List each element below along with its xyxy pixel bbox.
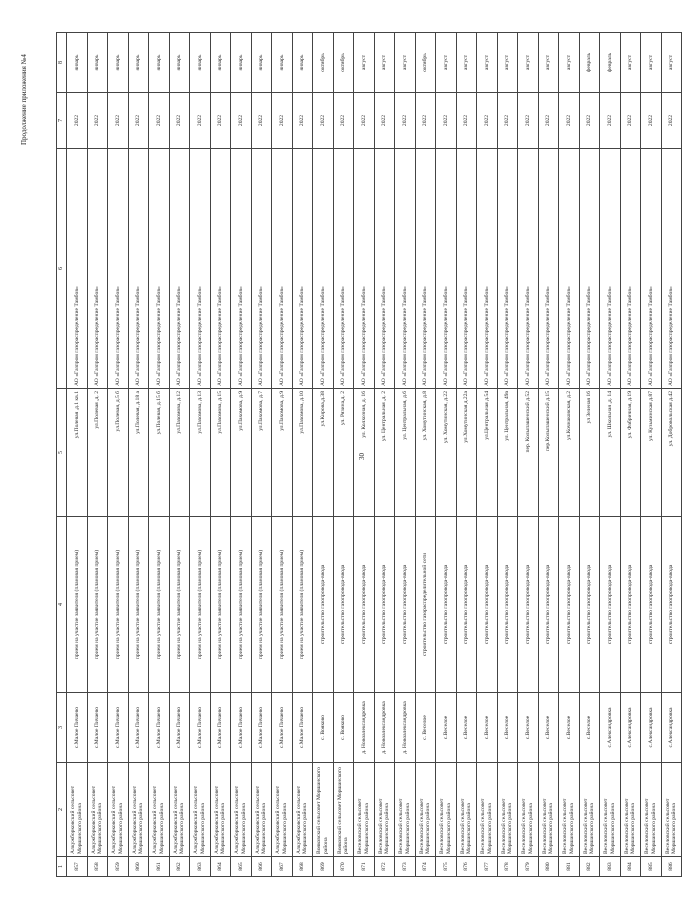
- cell-org: АО «Газпром газораспределение Тамбов»: [600, 149, 621, 389]
- cell-reason: прием на участие заявителя (плановая прием): [251, 517, 272, 693]
- cell-reason: строительство газопровода-ввода: [579, 517, 600, 693]
- cell-reason: строительство газопровода-ввода: [600, 517, 621, 693]
- cell-org: АО «Газпром газораспределение Тамбов»: [354, 149, 375, 389]
- cell-org: АО «Газпром газораспределение Тамбов»: [641, 149, 662, 389]
- cell-address: ул.Полевая, д.5 б: [108, 389, 129, 517]
- table-row: [436, 33, 457, 877]
- cell-settlement: Веселовский сельсовет Моршанского района: [641, 763, 662, 857]
- cell-year: 2022: [231, 93, 252, 149]
- cell-num: 881: [559, 857, 580, 877]
- cell-month: август: [641, 33, 662, 93]
- cell-settlement: Алкужборковский сельсовет Моршанского района: [67, 763, 88, 857]
- cell-num: 886: [661, 857, 682, 877]
- cell-settlement: Алкужборковский сельсовет Моршанского района: [190, 763, 211, 857]
- cell-year: 2022: [641, 93, 662, 149]
- cell-month: август: [497, 33, 518, 93]
- cell-year: 2022: [128, 93, 149, 149]
- cell-year: 2022: [600, 93, 621, 149]
- cell-reason: строительство газопровода-ввода: [518, 517, 539, 693]
- cell-address: ул. Центральная, 49а: [497, 389, 518, 517]
- appendix-title: Продолжение приложения №4: [20, 54, 28, 145]
- cell-num: 874: [415, 857, 436, 877]
- cell-reason: прием на участие заявителя (плановая прием): [87, 517, 108, 693]
- cell-address: пер. Колыпашенский д.52: [518, 389, 539, 517]
- cell-org: АО «Газпром газораспределение Тамбов»: [108, 149, 129, 389]
- cell-address: ул. Фабричная, д.19: [620, 389, 641, 517]
- cell-num: 868: [292, 857, 313, 877]
- table-row: [190, 33, 211, 877]
- cell-place: с.Малое Пичаево: [251, 693, 272, 763]
- cell-org: АО «Газпром газораспределение Тамбов»: [128, 149, 149, 389]
- cell-settlement: Алкужборковский сельсовет Моршанского района: [231, 763, 252, 857]
- cell-reason: строительство газопровода-ввода: [538, 517, 559, 693]
- cell-place: с.Александровка: [641, 693, 662, 763]
- table-row: [538, 33, 559, 877]
- cell-year: 2022: [292, 93, 313, 149]
- cell-num: 858: [87, 857, 108, 877]
- cell-place: с.Малое Пичаево: [190, 693, 211, 763]
- cell-month: август: [518, 33, 539, 93]
- cell-num: 885: [641, 857, 662, 877]
- cell-settlement: Алкужборковский сельсовет Моршанского района: [87, 763, 108, 857]
- cell-settlement: Веселовский сельсовет Моршанского района: [374, 763, 395, 857]
- cell-num: 880: [538, 857, 559, 877]
- cell-year: 2022: [354, 93, 375, 149]
- table-row: [272, 33, 293, 877]
- cell-num: 875: [436, 857, 457, 877]
- table-row: [292, 33, 313, 877]
- cell-month: август: [477, 33, 498, 93]
- cell-place: с.Малое Пичаево: [210, 693, 231, 763]
- cell-month: январь: [149, 33, 170, 93]
- table-row: [251, 33, 272, 877]
- cell-address: ул. Добровольская д.42: [661, 389, 682, 517]
- cell-org: АО «Газпром газораспределение Тамбов»: [149, 149, 170, 389]
- cell-settlement: Вояковский сельсовет Моршанского района: [313, 763, 334, 857]
- cell-year: 2022: [87, 93, 108, 149]
- cell-place: д. Новоалександровка: [395, 693, 416, 763]
- table-row: [128, 33, 149, 877]
- cell-place: с.Веселое: [518, 693, 539, 763]
- cell-reason: строительство газопровода-ввода: [354, 517, 375, 693]
- cell-org: АО «Газпром газораспределение Тамбов»: [477, 149, 498, 389]
- cell-num: 866: [251, 857, 272, 877]
- cell-address: ул. Центральная, д.6: [395, 389, 416, 517]
- cell-org: АО «Газпром газораспределение Тамбов»: [497, 149, 518, 389]
- cell-settlement: Веселовский сельсовет Моршанского района: [354, 763, 375, 857]
- cell-org: АО «Газпром газораспределение Тамбов»: [518, 149, 539, 389]
- cell-address: ул.Пахомова, д.7: [251, 389, 272, 517]
- cell-month: январь: [251, 33, 272, 93]
- cell-settlement: Веселовский сельсовет Моршанского района: [620, 763, 641, 857]
- table-row: [108, 33, 129, 877]
- cell-place: с. Веселое: [415, 693, 436, 763]
- cell-num: 862: [169, 857, 190, 877]
- cell-org: АО «Газпром газораспределение Тамбов»: [272, 149, 293, 389]
- cell-org: АО «Газпром газораспределение Тамбов»: [415, 149, 436, 389]
- cell-num: 878: [497, 857, 518, 877]
- cell-num: 871: [354, 857, 375, 877]
- cell-month: август: [436, 33, 457, 93]
- cell-address: ул.Полевая ,д.1 кв.1: [67, 389, 88, 517]
- register-table: [56, 32, 682, 877]
- cell-month: август: [559, 33, 580, 93]
- cell-address: ул.Кочнаковская, д.2: [559, 389, 580, 517]
- cell-address: ул. Хомутинская, д.22: [436, 389, 457, 517]
- cell-org: АО «Газпром газораспределение Тамбов»: [333, 149, 354, 389]
- cell-num: 879: [518, 857, 539, 877]
- cell-month: август: [374, 33, 395, 93]
- cell-month: январь: [108, 33, 129, 93]
- table-row: [333, 33, 354, 877]
- cell-num: 867: [272, 857, 293, 877]
- cell-num: 869: [313, 857, 334, 877]
- table-row: [210, 33, 231, 877]
- cell-num: 883: [600, 857, 621, 877]
- cell-reason: строительство газопровода-ввода: [333, 517, 354, 693]
- cell-month: август: [456, 33, 477, 93]
- cell-org: АО «Газпром газораспределение Тамбов»: [661, 149, 682, 389]
- table-row: [518, 33, 539, 877]
- cell-num: 877: [477, 857, 498, 877]
- cell-org: АО «Газпром газораспределение Тамбов»: [538, 149, 559, 389]
- cell-settlement: Веселовский сельсовет Моршанского района: [579, 763, 600, 857]
- cell-num: 884: [620, 857, 641, 877]
- cell-num: 872: [374, 857, 395, 877]
- cell-address: ул.Пахомова, д.10: [292, 389, 313, 517]
- cell-num: 870: [333, 857, 354, 877]
- cell-org: АО «Газпром газораспределение Тамбов»: [395, 149, 416, 389]
- table-row: [497, 33, 518, 877]
- cell-reason: строительство газопровода-ввода: [313, 517, 334, 693]
- cell-settlement: Веселовский сельсовет Моршанского района: [395, 763, 416, 857]
- cell-month: февраль: [600, 33, 621, 93]
- column-number: 3: [57, 693, 67, 763]
- table-row: [87, 33, 108, 877]
- cell-settlement: Веселовский сельсовет Моршанского района: [456, 763, 477, 857]
- cell-org: АО «Газпром газораспределение Тамбов»: [169, 149, 190, 389]
- cell-num: 857: [67, 857, 88, 877]
- cell-reason: прием на участие заявителя (плановая прием): [292, 517, 313, 693]
- cell-reason: прием на участие заявителя (плановая прием): [210, 517, 231, 693]
- cell-org: АО «Газпром газораспределение Тамбов»: [67, 149, 88, 389]
- cell-place: с.Малое Пичаево: [67, 693, 88, 763]
- cell-settlement: Веселовский сельсовет Моршанского района: [559, 763, 580, 857]
- cell-address: ул.Центральная д.54: [477, 389, 498, 517]
- cell-reason: прием на участие заявителя (плановая прием): [67, 517, 88, 693]
- table-body: [67, 33, 682, 877]
- cell-place: д. Новоалександровка: [354, 693, 375, 763]
- cell-address: ул Зеленая 16: [579, 389, 600, 517]
- cell-place: с.Александровка: [620, 693, 641, 763]
- cell-settlement: Веселовский сельсовет Моршанского района: [497, 763, 518, 857]
- table-row: [641, 33, 662, 877]
- cell-month: август: [620, 33, 641, 93]
- cell-month: январь: [67, 33, 88, 93]
- cell-place: с.Веселое: [497, 693, 518, 763]
- cell-month: январь: [87, 33, 108, 93]
- cell-place: с.Малое Пичаево: [149, 693, 170, 763]
- cell-num: 861: [149, 857, 170, 877]
- table-row: [559, 33, 580, 877]
- cell-year: 2022: [108, 93, 129, 149]
- cell-place: с.Веселое: [559, 693, 580, 763]
- cell-place: с.Веселое: [477, 693, 498, 763]
- table-row: [149, 33, 170, 877]
- cell-num: 860: [128, 857, 149, 877]
- cell-month: октябрь: [333, 33, 354, 93]
- cell-num: 864: [210, 857, 231, 877]
- cell-month: февраль: [579, 33, 600, 93]
- cell-org: АО «Газпром газораспределение Тамбов»: [456, 149, 477, 389]
- cell-place: с.Малое Пичаево: [128, 693, 149, 763]
- cell-org: АО «Газпром газораспределение Тамбов»: [190, 149, 211, 389]
- table-row: [477, 33, 498, 877]
- cell-settlement: Веселовский сельсовет Моршанского района: [477, 763, 498, 857]
- cell-place: с.Малое Пичаево: [108, 693, 129, 763]
- cell-year: 2022: [436, 93, 457, 149]
- cell-year: 2022: [272, 93, 293, 149]
- cell-reason: прием на участие заявителя (плановая прием): [149, 517, 170, 693]
- cell-reason: прием на участие заявителя (плановая прием): [128, 517, 149, 693]
- cell-year: 2022: [538, 93, 559, 149]
- cell-num: 882: [579, 857, 600, 877]
- cell-place: с.Александровка: [661, 693, 682, 763]
- cell-year: 2022: [313, 93, 334, 149]
- cell-address: ул.Кирова,д.38: [313, 389, 334, 517]
- cell-settlement: Веселовский сельсовет Моршанского района: [661, 763, 682, 857]
- cell-settlement: Алкужборковский сельсовет Моршанского района: [272, 763, 293, 857]
- cell-place: с.Веселое: [579, 693, 600, 763]
- cell-year: 2022: [149, 93, 170, 149]
- cell-month: январь: [128, 33, 149, 93]
- cell-place: с.Веселое: [456, 693, 477, 763]
- cell-org: АО «Газпром газораспределение Тамбов»: [620, 149, 641, 389]
- cell-settlement: Веселовский сельсовет Моршанского района: [518, 763, 539, 857]
- cell-place: с. Вояково: [333, 693, 354, 763]
- column-number: 8: [57, 33, 67, 93]
- cell-num: 865: [231, 857, 252, 877]
- cell-settlement: Алкужборковский сельсовет Моршанского района: [149, 763, 170, 857]
- cell-org: АО «Газпром газораспределение Тамбов»: [579, 149, 600, 389]
- cell-org: АО «Газпром газораспределение Тамбов»: [559, 149, 580, 389]
- cell-org: АО «Газпром газораспределение Тамбов»: [292, 149, 313, 389]
- cell-place: с.Веселое: [538, 693, 559, 763]
- cell-place: с.Малое Пичаево: [292, 693, 313, 763]
- cell-address: ул.Полевая, д.18 а: [128, 389, 149, 517]
- table-row: [169, 33, 190, 877]
- cell-org: АО «Газпром газораспределение Тамбов»: [374, 149, 395, 389]
- cell-month: январь: [231, 33, 252, 93]
- cell-org: АО «Газпром газораспределение Тамбов»: [87, 149, 108, 389]
- cell-settlement: Алкужборковский сельсовет Моршанского района: [128, 763, 149, 857]
- cell-address: ул.Пахомова, д.9: [231, 389, 252, 517]
- cell-org: АО «Газпром газораспределение Тамбов»: [313, 149, 334, 389]
- cell-month: январь: [292, 33, 313, 93]
- column-number: 2: [57, 763, 67, 857]
- cell-reason: прием на участие заявителя (плановая прием): [169, 517, 190, 693]
- cell-reason: строительство газопровода-ввода: [497, 517, 518, 693]
- cell-month: август: [395, 33, 416, 93]
- cell-reason: строительство газопровода-ввода: [374, 517, 395, 693]
- cell-num: 873: [395, 857, 416, 877]
- cell-year: 2022: [374, 93, 395, 149]
- table-row: [415, 33, 436, 877]
- cell-year: 2022: [395, 93, 416, 149]
- cell-reason: строительство газопровода-ввода: [456, 517, 477, 693]
- cell-year: 2022: [333, 93, 354, 149]
- cell-org: АО «Газпром газораспределение Тамбов»: [251, 149, 272, 389]
- cell-year: 2022: [620, 93, 641, 149]
- cell-reason: строительство газопровода-ввода: [661, 517, 682, 693]
- column-number: 1: [57, 857, 67, 877]
- cell-month: август: [661, 33, 682, 93]
- cell-month: январь: [190, 33, 211, 93]
- cell-settlement: Веселовский сельсовет Моршанского района: [600, 763, 621, 857]
- table-row: [395, 33, 416, 877]
- cell-num: 863: [190, 857, 211, 877]
- cell-place: д. Новоалександровка: [374, 693, 395, 763]
- cell-place: с.Малое Пичаево: [169, 693, 190, 763]
- cell-reason: строительство газораспределительной сети: [415, 517, 436, 693]
- page-number: 30: [358, 453, 366, 460]
- cell-year: 2022: [210, 93, 231, 149]
- cell-settlement: Вояковский сельсовет Моршанского района: [333, 763, 354, 857]
- column-number: 5: [57, 389, 67, 517]
- table-row: [374, 33, 395, 877]
- cell-settlement: Алкужборковский сельсовет Моршанского района: [169, 763, 190, 857]
- cell-place: с.Малое Пичаево: [231, 693, 252, 763]
- cell-settlement: Веселовский сельсовет Моршанского района: [538, 763, 559, 857]
- cell-year: 2022: [518, 93, 539, 149]
- cell-year: 2022: [497, 93, 518, 149]
- cell-month: январь: [169, 33, 190, 93]
- cell-reason: строительство газопровода-ввода: [436, 517, 457, 693]
- table-row: [67, 33, 88, 877]
- cell-settlement: Алкужборковский сельсовет Моршанского района: [210, 763, 231, 857]
- cell-address: ул.Полевая, д.15 б: [149, 389, 170, 517]
- cell-reason: прием на участие заявителя (плановая прием): [231, 517, 252, 693]
- cell-year: 2022: [477, 93, 498, 149]
- table-row: [661, 33, 682, 877]
- cell-address: ул.Полевая ,д. 2: [87, 389, 108, 517]
- table-row: [231, 33, 252, 877]
- cell-address: ул. Рязина,д. 2: [333, 389, 354, 517]
- cell-address: ул.Хомутинская д.22а: [456, 389, 477, 517]
- cell-place: с.Малое Пичаево: [87, 693, 108, 763]
- column-number: 6: [57, 149, 67, 389]
- cell-year: 2022: [456, 93, 477, 149]
- cell-year: 2022: [661, 93, 682, 149]
- cell-address: пер.Колыпашенский д.15: [538, 389, 559, 517]
- cell-month: август: [354, 33, 375, 93]
- table-row: [354, 33, 375, 877]
- cell-org: АО «Газпром газораспределение Тамбов»: [210, 149, 231, 389]
- cell-month: август: [538, 33, 559, 93]
- cell-settlement: Алкужборковский сельсовет Моршанского района: [251, 763, 272, 857]
- cell-settlement: Веселовский сельсовет Моршанского района: [415, 763, 436, 857]
- cell-address: ул. Кузьминская д.87: [641, 389, 662, 517]
- cell-year: 2022: [579, 93, 600, 149]
- cell-address: ул. Школьная ,д. 14: [600, 389, 621, 517]
- cell-month: октябрь: [313, 33, 334, 93]
- cell-num: 859: [108, 857, 129, 877]
- cell-reason: прием на участие заявителя (плановая прием): [108, 517, 129, 693]
- cell-address: ул.Пахомова, д.12: [169, 389, 190, 517]
- cell-reason: строительство газопровода-ввода: [395, 517, 416, 693]
- cell-org: АО «Газпром газораспределение Тамбов»: [436, 149, 457, 389]
- cell-settlement: Алкужборковский сельсовет Моршанского района: [292, 763, 313, 857]
- cell-reason: прием на участие заявителя (плановая прием): [272, 517, 293, 693]
- table-row: [620, 33, 641, 877]
- table-row: [313, 33, 334, 877]
- cell-reason: строительство газопровода-ввода: [641, 517, 662, 693]
- cell-reason: прием на участие заявителя (плановая прием): [190, 517, 211, 693]
- cell-year: 2022: [251, 93, 272, 149]
- cell-year: 2022: [559, 93, 580, 149]
- cell-reason: строительство газопровода-ввода: [559, 517, 580, 693]
- cell-num: 876: [456, 857, 477, 877]
- cell-year: 2022: [190, 93, 211, 149]
- cell-address: ул.Пахомова, д.9: [272, 389, 293, 517]
- cell-place: с.Веселое: [436, 693, 457, 763]
- cell-settlement: Алкужборковский сельсовет Моршанского района: [108, 763, 129, 857]
- cell-year: 2022: [415, 93, 436, 149]
- cell-org: АО «Газпром газораспределение Тамбов»: [231, 149, 252, 389]
- cell-month: январь: [210, 33, 231, 93]
- cell-address: ул.Пахомова, д.15: [210, 389, 231, 517]
- column-number: 7: [57, 93, 67, 149]
- cell-address: ул. Хомутинская, д.8: [415, 389, 436, 517]
- table-row: [579, 33, 600, 877]
- column-number-row: [57, 33, 67, 877]
- cell-month: январь: [272, 33, 293, 93]
- cell-reason: строительство газопровода-ввода: [477, 517, 498, 693]
- column-number: 4: [57, 517, 67, 693]
- cell-reason: строительство газопровода-ввода: [620, 517, 641, 693]
- table-row: [600, 33, 621, 877]
- cell-address: ул. Центральная ,д. 2: [374, 389, 395, 517]
- cell-place: с. Вояково: [313, 693, 334, 763]
- cell-year: 2022: [169, 93, 190, 149]
- table-row: [456, 33, 477, 877]
- cell-address: ул.Пахомова, д.13: [190, 389, 211, 517]
- cell-place: с.Малое Пичаево: [272, 693, 293, 763]
- cell-place: с.Александровка: [600, 693, 621, 763]
- cell-year: 2022: [67, 93, 88, 149]
- cell-month: октябрь: [415, 33, 436, 93]
- cell-settlement: Веселовский сельсовет Моршанского района: [436, 763, 457, 857]
- cell-address: ул. Колхозная, д. 16: [354, 389, 375, 517]
